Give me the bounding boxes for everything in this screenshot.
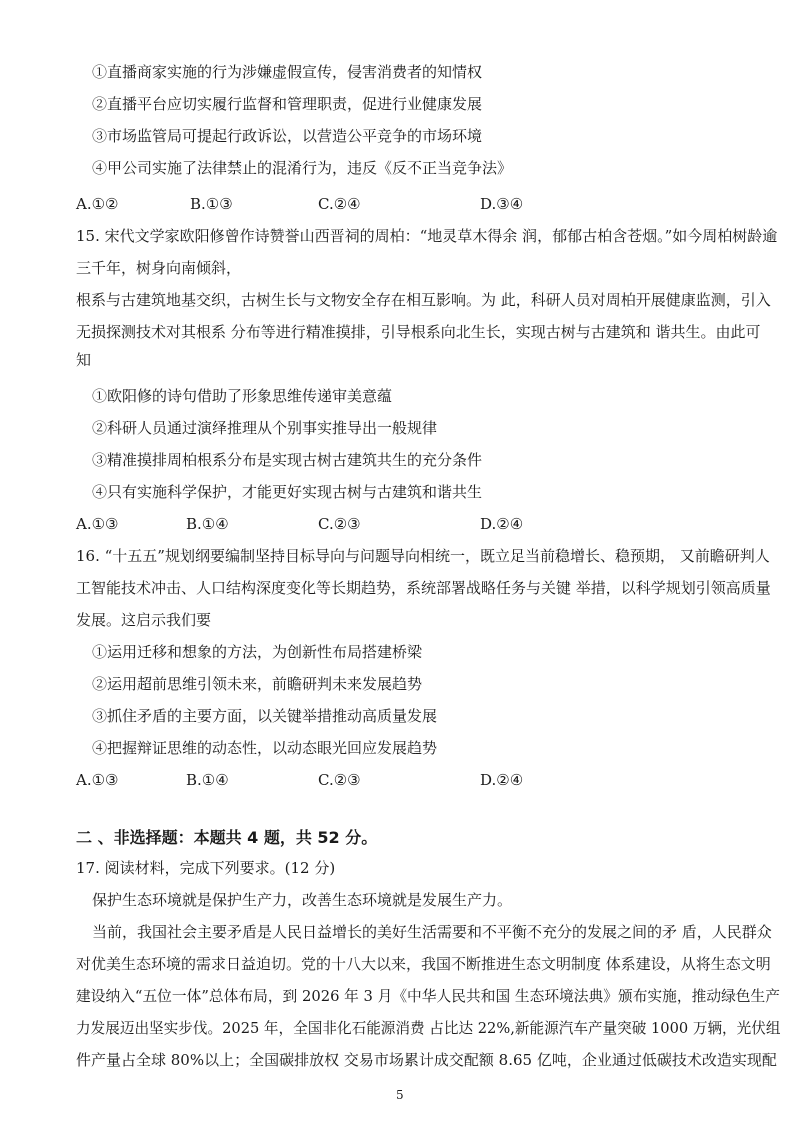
q14-option-b: B.①③: [190, 195, 233, 213]
q15-stem-line-5: 知: [76, 351, 92, 369]
q17-material-line-5: 力发展迈出坚实步伐。2025 年，全国非化石能源消费 占比达 22%,新能源汽车产量突破 1000 万辆，光伏组: [76, 1019, 781, 1037]
section-heading: 二 、非选择题：本题共 4 题，共 52 分。: [76, 828, 378, 847]
q16-stem-line-2: 工智能技术冲击、人口结构深度变化等长期趋势，系统部署战略任务与关键 举措，以科学规划引领高质量: [76, 579, 771, 597]
q14-item-2: ②直播平台应切实履行监督和管理职责，促进行业健康发展: [92, 95, 483, 113]
q15-item-3: ③精准摸排周柏根系分布是实现古树古建筑共生的充分条件: [92, 451, 483, 469]
q14-option-d: D.③④: [480, 195, 524, 213]
q16-stem-line-1: 16. “十五五”规划纲要编制坚持目标导向与问题导向相统一，既立足当前稳增长、稳预期， 又前瞻研判人: [76, 547, 770, 565]
q14-item-3: ③市场监管局可提起行政诉讼，以营造公平竞争的市场环境: [92, 127, 483, 145]
q15-stem-line-2: 三千年，树身向南倾斜，: [76, 259, 242, 277]
q14-option-a: A.①②: [76, 195, 119, 213]
q17-material-line-3: 对优美生态环境的需求日益迫切。党的十八大以来，我国不断推进生态文明制度 体系建设，从将生态文明: [76, 955, 771, 973]
q14-item-4: ④甲公司实施了法律禁止的混淆行为，违反《反不正当竞争法》: [92, 159, 513, 177]
q15-option-c: C.②③: [318, 515, 361, 533]
q15-stem-line-3: 根系与古建筑地基交织，古树生长与文物安全存在相互影响。为 此，科研人员对周柏开展健康监测，引入: [76, 291, 771, 309]
q17-instruction: 17. 阅读材料，完成下列要求。(12 分): [76, 859, 336, 877]
q16-option-b: B.①④: [186, 771, 229, 789]
q16-item-2: ②运用超前思维引领未来，前瞻研判未来发展趋势: [92, 675, 423, 693]
q15-option-d: D.②④: [480, 515, 524, 533]
q16-option-d: D.②④: [480, 771, 524, 789]
q16-option-c: C.②③: [318, 771, 361, 789]
q17-material-line-6: 件产量占全球 80%以上；全国碳排放权 交易市场累计成交配额 8.65 亿吨，企业通过低碳技术改造实现配: [76, 1051, 777, 1069]
q16-stem-line-3: 发展。这启示我们要: [76, 611, 212, 629]
q15-item-2: ②科研人员通过演绎推理从个别事实推导出一般规律: [92, 419, 438, 437]
q17-material-line-1: 保护生态环境就是保护生产力，改善生态环境就是发展生产力。: [92, 891, 513, 909]
q17-material-line-2: 当前，我国社会主要矛盾是人民日益增长的美好生活需要和不平衡不充分的发展之间的矛 盾，人民群众: [92, 923, 772, 941]
q15-item-4: ④只有实施科学保护，才能更好实现古树与古建筑和谐共生: [92, 483, 483, 501]
q14-item-1: ①直播商家实施的行为涉嫌虚假宣传，侵害消费者的知情权: [92, 63, 483, 81]
q16-option-a: A.①③: [76, 771, 119, 789]
q16-item-1: ①运用迁移和想象的方法，为创新性布局搭建桥梁: [92, 643, 423, 661]
q14-option-c: C.②④: [318, 195, 361, 213]
q15-stem-line-4: 无损探测技术对其根系 分布等进行精准摸排，引导根系向北生长，实现古树与古建筑和 谐共生。由此可: [76, 323, 761, 341]
q16-item-3: ③抓住矛盾的主要方面，以关键举措推动高质量发展: [92, 707, 438, 725]
q15-stem-line-1: 15. 宋代文学家欧阳修曾作诗赞誉山西晋祠的周柏：“地灵草木得余 润，郁郁古柏含苍烟。”如今周柏树龄逾: [76, 227, 778, 245]
page-number: 5: [396, 1088, 404, 1102]
q15-option-b: B.①④: [186, 515, 229, 533]
q15-option-a: A.①③: [76, 515, 119, 533]
q16-item-4: ④把握辩证思维的动态性，以动态眼光回应发展趋势: [92, 739, 438, 757]
q17-material-line-4: 建设纳入“五位一体”总体布局，到 2026 年 3 月《中华人民共和国 生态环境法典》颁布实施，推动绿色生产: [76, 987, 781, 1005]
q15-item-1: ①欧阳修的诗句借助了形象思维传递审美意蕴: [92, 387, 393, 405]
